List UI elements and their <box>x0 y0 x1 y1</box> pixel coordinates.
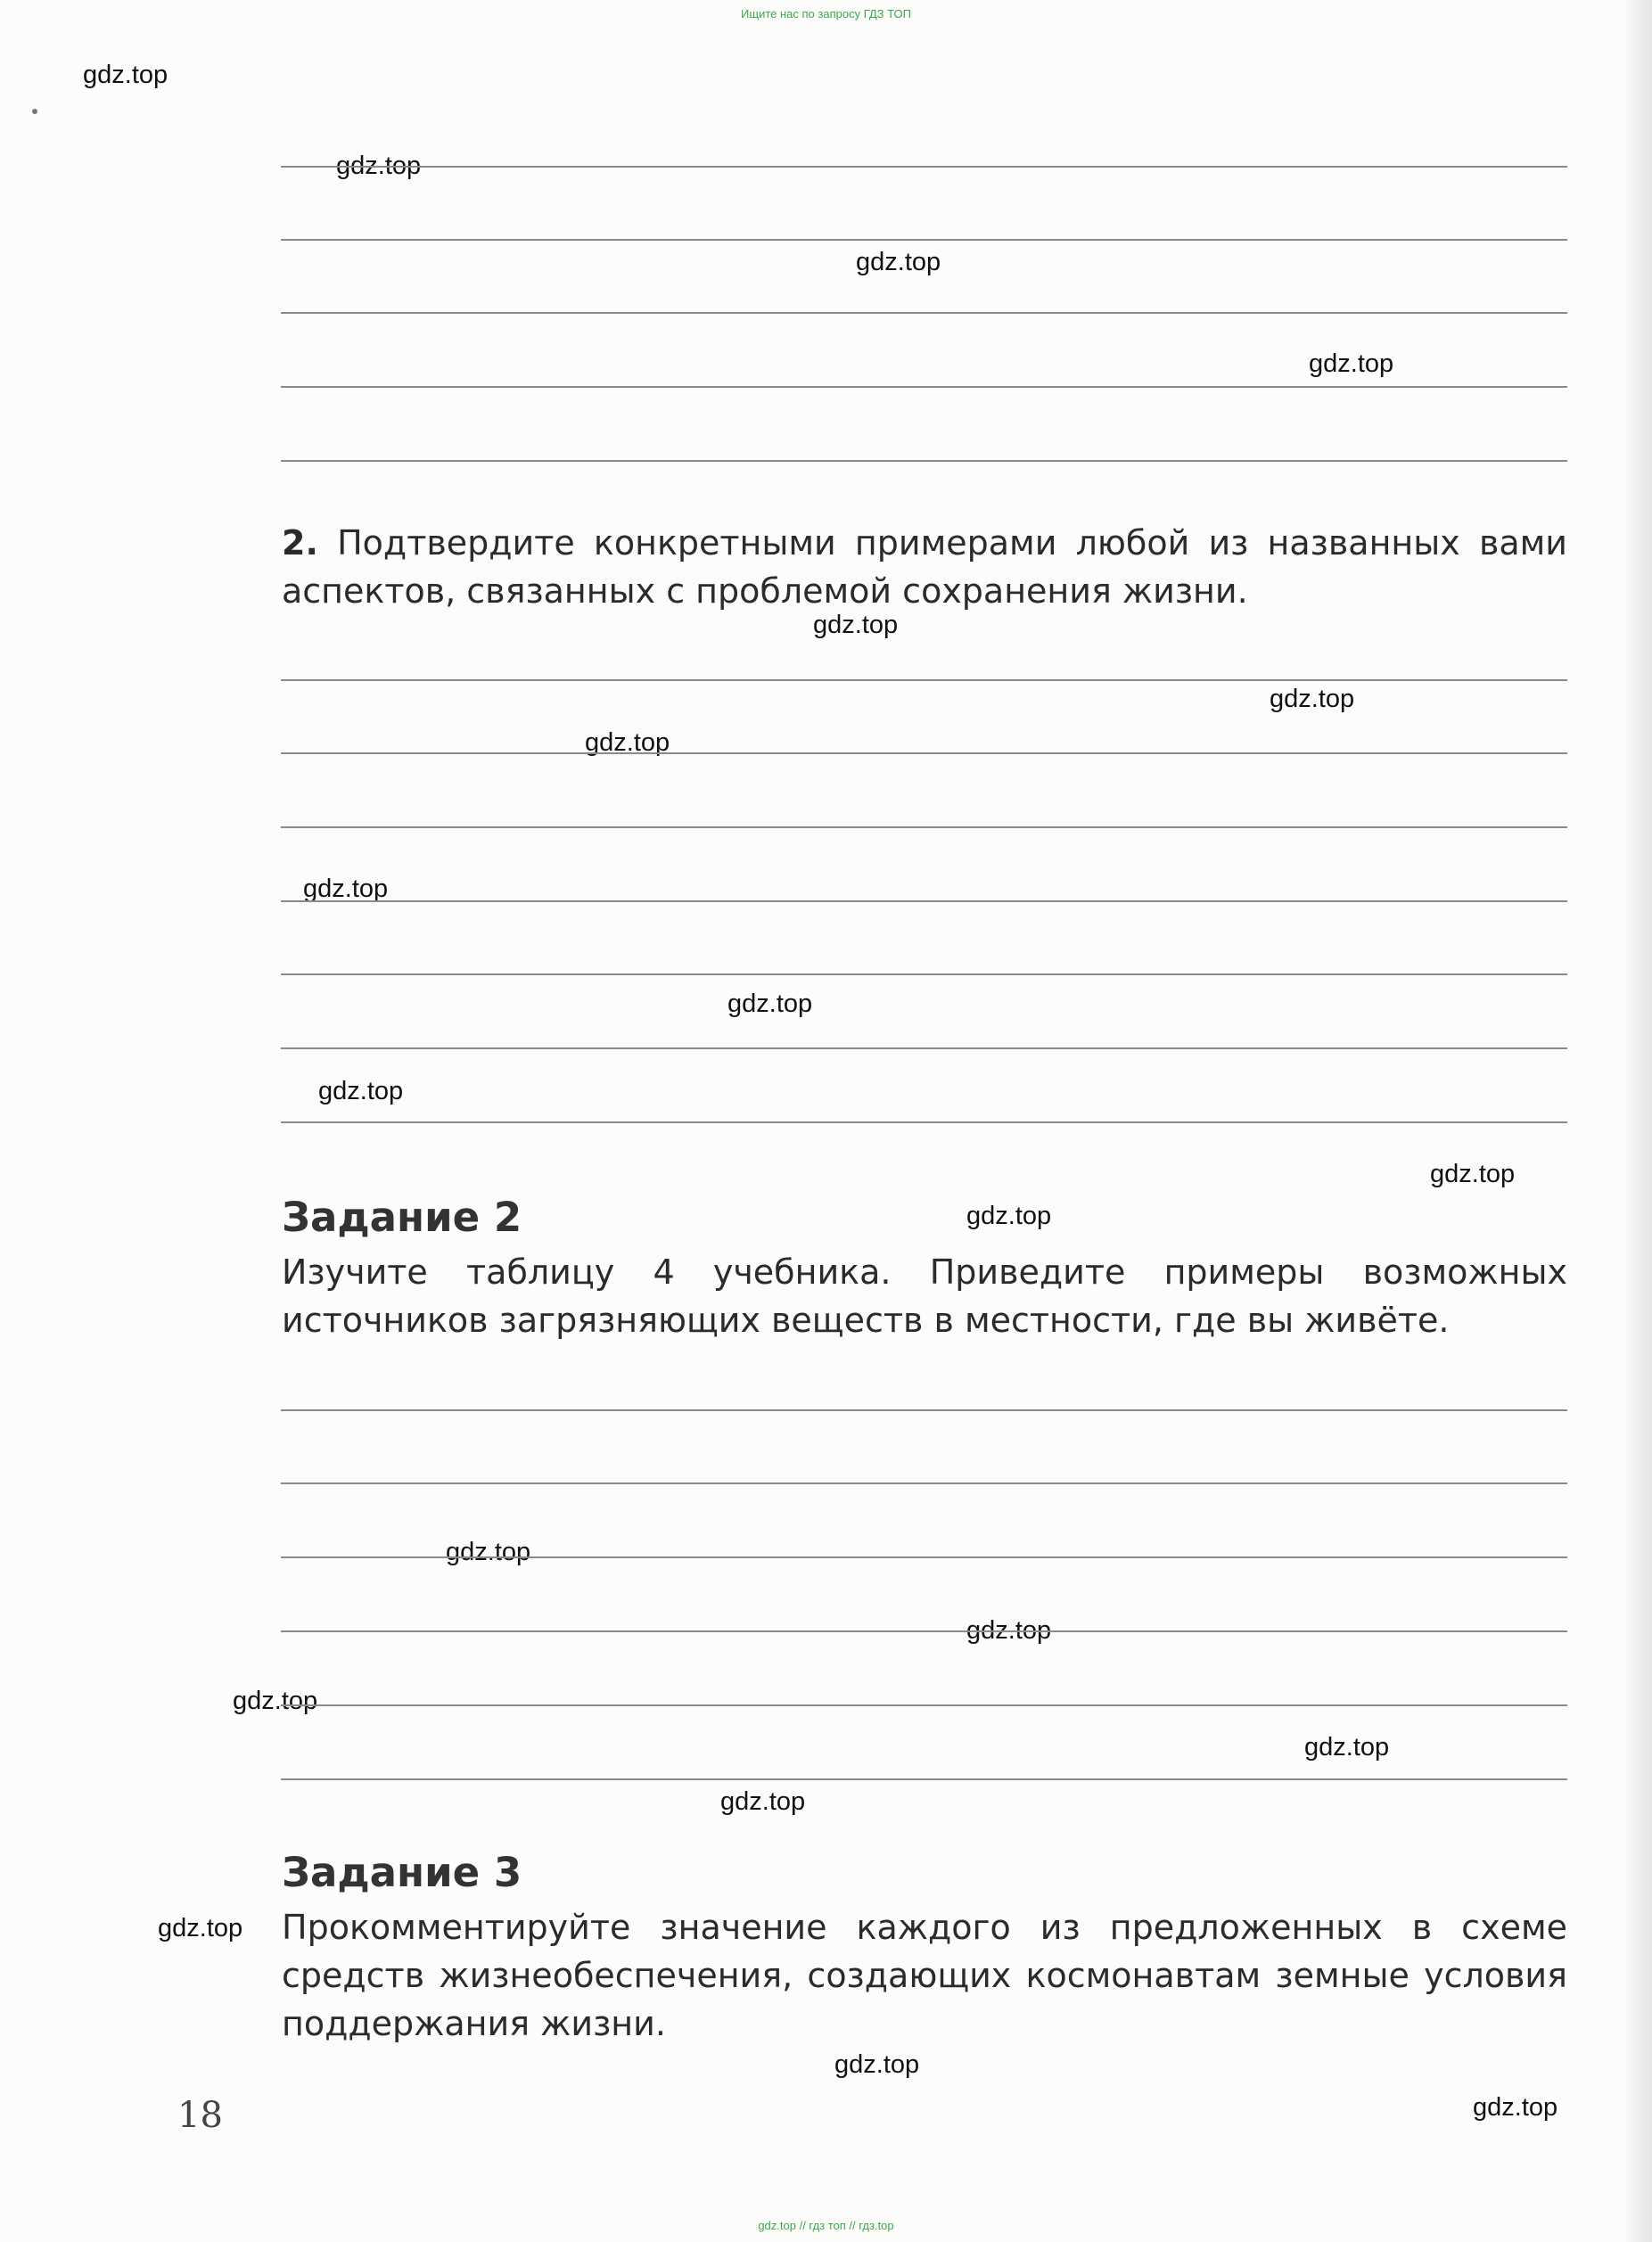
watermark: gdz.top <box>318 1077 404 1105</box>
watermark: gdz.top <box>966 1202 1052 1230</box>
watermark: gdz.top <box>813 611 899 639</box>
answer-line[interactable] <box>281 166 1567 168</box>
top-banner[interactable]: Ищите нас по запросу ГДЗ ТОП <box>741 7 911 21</box>
task3-heading: Задание 3 <box>282 1849 522 1896</box>
watermark: gdz.top <box>1304 1733 1390 1762</box>
watermark: gdz.top <box>720 1787 806 1816</box>
answer-line[interactable] <box>281 1482 1567 1484</box>
answer-line[interactable] <box>281 1704 1567 1706</box>
watermark: gdz.top <box>83 61 168 89</box>
watermark: gdz.top <box>336 152 422 180</box>
watermark: gdz.top <box>966 1616 1052 1645</box>
task1-item2 <box>282 519 1567 615</box>
task3-text: Прокомментируйте значение каждого из предложенных в схеме средств жизнеобеспечения, создающих космонавтам земные условия поддержания жизни. <box>282 1908 1567 2043</box>
item-number: 2. <box>282 523 318 563</box>
watermark: gdz.top <box>158 1914 243 1942</box>
watermark: gdz.top <box>1430 1160 1516 1188</box>
answer-line[interactable] <box>281 1630 1567 1632</box>
answer-line[interactable] <box>281 900 1567 902</box>
watermark: gdz.top <box>834 2050 920 2079</box>
answer-line[interactable] <box>281 1778 1567 1780</box>
answer-line[interactable] <box>281 460 1567 462</box>
watermark: gdz.top <box>303 875 389 903</box>
margin-dot <box>32 109 37 114</box>
answer-line[interactable] <box>281 752 1567 754</box>
answer-line[interactable] <box>281 1409 1567 1411</box>
bottom-banner[interactable]: gdz.top // гдз топ // гдз.top <box>758 2219 894 2232</box>
answer-line[interactable] <box>281 1556 1567 1558</box>
answer-line[interactable] <box>281 1121 1567 1123</box>
answer-line[interactable] <box>281 239 1567 241</box>
watermark: gdz.top <box>446 1538 531 1566</box>
answer-line[interactable] <box>281 826 1567 828</box>
watermark: gdz.top <box>1270 685 1355 713</box>
watermark: gdz.top <box>585 728 670 757</box>
task2-heading: Задание 2 <box>282 1194 522 1241</box>
watermark: gdz.top <box>1473 2093 1558 2122</box>
watermark: gdz.top <box>856 248 941 276</box>
answer-line[interactable] <box>281 1047 1567 1049</box>
page-number: 18 <box>177 2095 223 2136</box>
answer-line[interactable] <box>281 973 1567 975</box>
watermark: gdz.top <box>727 990 813 1018</box>
answer-line[interactable] <box>281 679 1567 681</box>
answer-line[interactable] <box>281 312 1567 314</box>
page-edge-shadow <box>1625 0 1652 2242</box>
task2-text: Изучите таблицу 4 учебника. Приведите примеры возможных источников загрязняющих веществ в местности, где вы живёте. <box>282 1252 1567 1340</box>
watermark: gdz.top <box>1309 349 1394 378</box>
item-text: Подтвердите конкретными примерами любой из названных вами аспектов, связанных с проблемой сохранения жизни. <box>282 523 1567 611</box>
watermark: gdz.top <box>233 1687 318 1715</box>
answer-line[interactable] <box>281 386 1567 388</box>
